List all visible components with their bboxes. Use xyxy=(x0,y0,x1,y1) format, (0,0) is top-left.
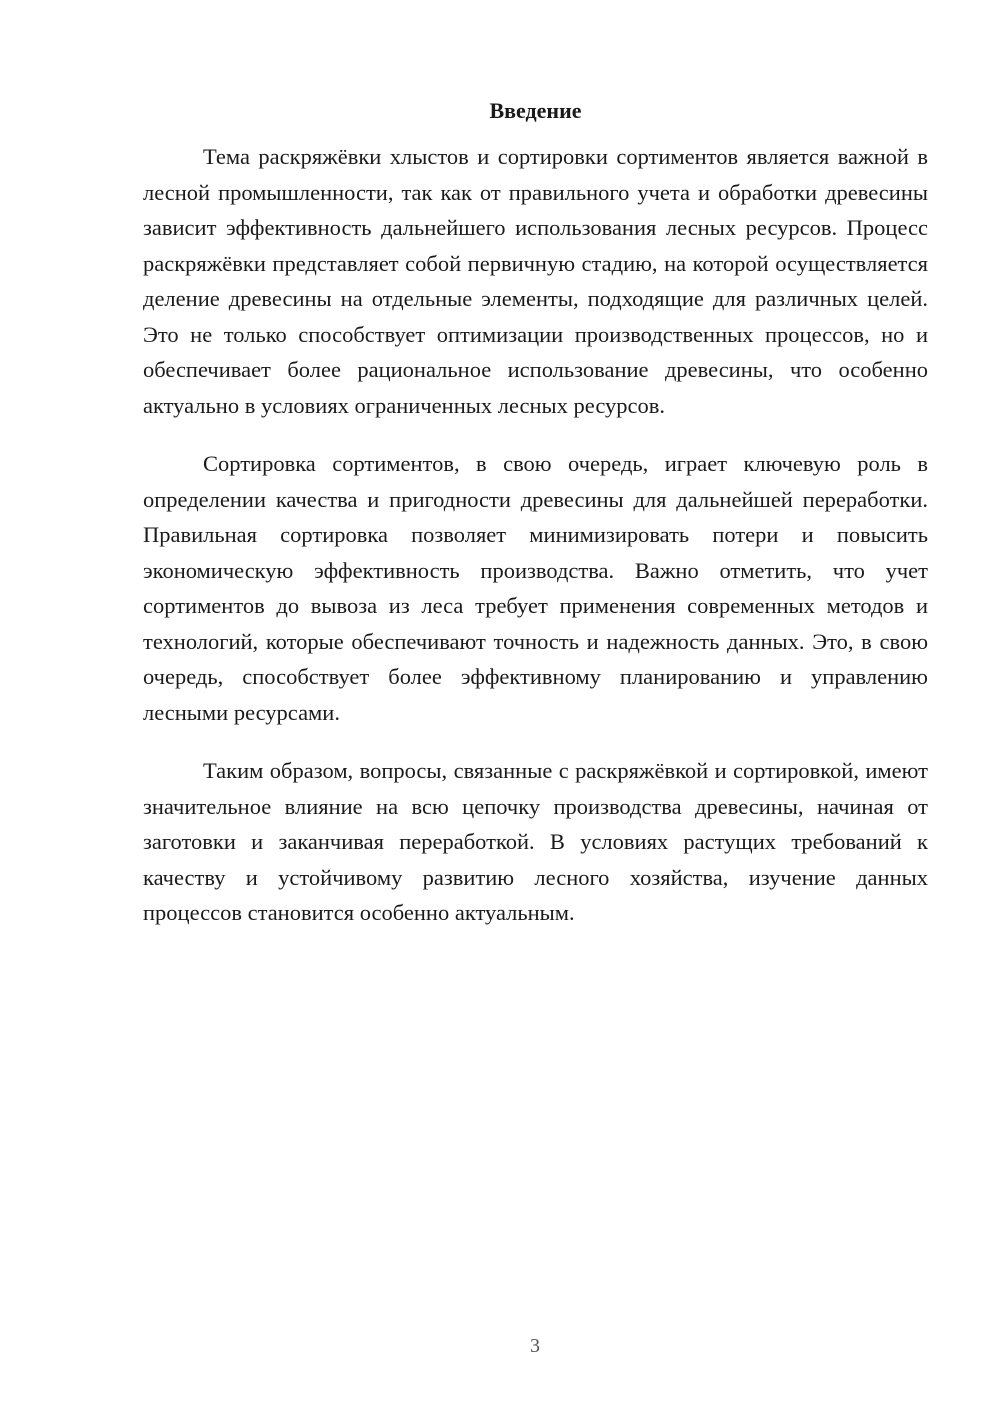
page-number: 3 xyxy=(530,1335,540,1357)
section-title: Введение xyxy=(489,98,582,123)
paragraph-3: Таким образом, вопросы, связанные с раскряжёвкой и сортировкой, имеют значительное влияние на всю цепочку производства древесины, начиная от заготовки и заканчивая переработкой. В условиях растущих требований к качеству и устойчивому развитию лесного хозяйства, изучение данных процессов становится особенно актуальным. xyxy=(143,758,928,925)
paragraph-2: Сортировка сортиментов, в свою очередь, играет ключевую роль в определении качества и пригодности древесины для дальнейшей переработки. Правильная сортировка позволяет минимизировать потери и повысить экономическую эффективность производства. Важно отметить, что учет сортиментов до вывоза из леса требует применения современных методов и технологий, которые обеспечивают точность и надежность данных. Это, в свою очередь, способствует более эффективному планированию и управлению лесными ресурсами. xyxy=(143,451,928,725)
paragraph-1: Тема раскряжёвки хлыстов и сортировки сортиментов является важной в лесной промышленности, так как от правильного учета и обработки древесины зависит эффективность дальнейшего использования лесных ресурсов. Процесс раскряжёвки представляет собой первичную стадию, на которой осуществляется деление древесины на отдельные элементы, подходящие для различных целей. Это не только способствует оптимизации производственных процессов, но и обеспечивает более рациональное использование древесины, что особенно актуально в условиях ограниченных лесных ресурсов. xyxy=(143,144,928,418)
document-body xyxy=(143,96,928,954)
